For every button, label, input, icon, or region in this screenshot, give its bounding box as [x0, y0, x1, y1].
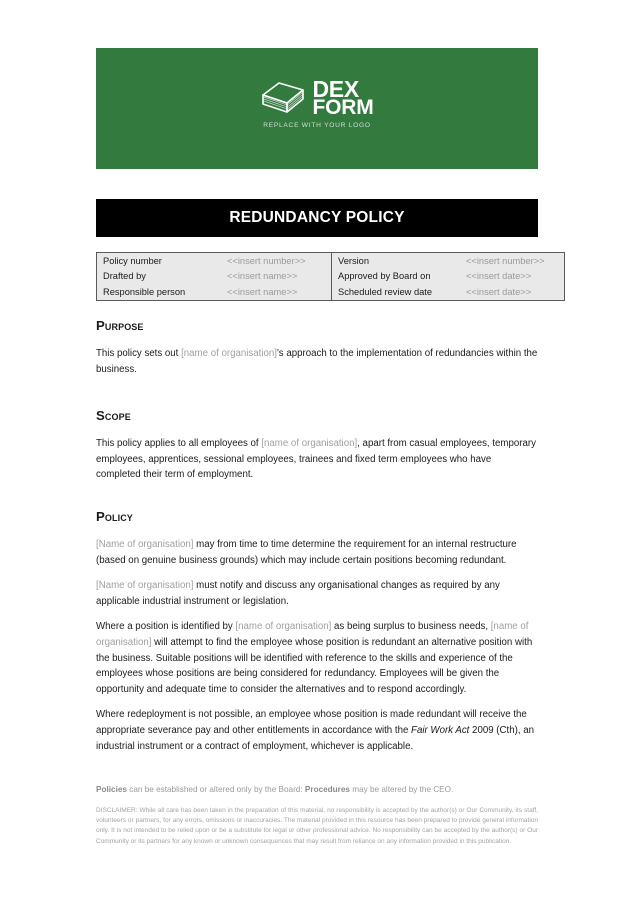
table-row [97, 253, 565, 269]
footer-note-procedures: Procedures [304, 785, 350, 794]
logo-tagline: REPLACE WITH YOUR LOGO [263, 122, 371, 130]
cell-approved-label: Approved by Board on [332, 269, 461, 285]
logo-line-2: FORM [312, 96, 374, 120]
cell-review-date-label: Scheduled review date [332, 284, 461, 300]
policy-p3-placeholder-1: [name of organisation] [235, 621, 332, 633]
logo-banner [96, 48, 538, 169]
cell-policy-number-value: <<insert number>> [227, 255, 306, 266]
policy-p2-placeholder: [Name of organisation] [96, 580, 194, 592]
policy-paragraph-2 [96, 578, 538, 609]
policy-p1-placeholder: [Name of organisation] [96, 539, 194, 550]
table-row [97, 269, 565, 285]
scope-paragraph [96, 436, 538, 483]
table-row [97, 284, 565, 300]
policy-p4-text-b: 2009 (Cth), an industrial instrument or a contract of employment, whichever is applicable. [96, 724, 534, 752]
policy-paragraph-3 [96, 619, 538, 697]
cell-responsible-label: Responsible person [103, 286, 186, 297]
cell-version-value: <<insert number>> [466, 255, 545, 266]
footer-policy-note [96, 784, 538, 796]
cell-approved-value: <<insert date>> [466, 271, 532, 282]
purpose-paragraph [96, 346, 538, 377]
footer-note-policies: Policies [96, 785, 127, 794]
purpose-text-a: This policy sets out [96, 348, 182, 359]
section-policy [96, 509, 538, 754]
footer-note-end: may be altered by the CEO. [349, 785, 454, 794]
policy-p3-text-c: will attempt to find the employee whose position is redundant an alternative position with the business. Suitable positions will be identified with reference to the skills and experience of the employees whose positions are being considered for redundancy. Employees will be given the opportunity and adequate time to consider the alternatives and to respond accordingly. [96, 636, 533, 695]
policy-paragraph-4 [96, 707, 538, 754]
section-purpose [96, 318, 538, 377]
policy-meta-table [96, 252, 565, 301]
document-title-bar [96, 199, 538, 237]
cell-version-label: Version [332, 253, 461, 269]
heading-scope: Scope [96, 408, 131, 423]
logo-row [260, 75, 374, 120]
heading-policy: Policy [96, 509, 133, 524]
purpose-placeholder: [name of organisation] [181, 348, 277, 359]
heading-purpose: Purpose [96, 318, 144, 333]
scope-text-b: , apart from casual employees, temporary employees, apprentices, sessional employees, trainees and fixed term employees who have completed their term of employment. [96, 438, 536, 481]
policy-p1-text: may from time to time determine the requirement for an internal restructure (based on genuine business grounds) which may include certain positions becoming redundant. [96, 539, 517, 566]
scope-placeholder: [name of organisation] [261, 438, 358, 449]
page-title: REDUNDANCY POLICY [229, 209, 405, 226]
policy-p3-text-b: as being surplus to business needs, [331, 621, 491, 633]
logo-lockup [260, 75, 374, 130]
cell-responsible-value: <<insert name>> [227, 286, 298, 297]
cell-policy-number-label: Policy number [103, 255, 162, 266]
policy-p3-placeholder-2: [name of organisation] [96, 621, 529, 648]
footer-note-mid: can be established or altered only by the Board: [126, 785, 305, 794]
logo-line-1: DEX [312, 75, 359, 102]
policy-paragraph-1 [96, 537, 538, 568]
cell-drafted-by-label: Drafted by [103, 271, 146, 282]
cell-drafted-by-value: <<insert name>> [227, 271, 298, 282]
scope-text-a: This policy applies to all employees of [96, 438, 262, 449]
paper-stack-icon [260, 81, 306, 117]
policy-p4-act-name: Fair Work Act [411, 724, 470, 736]
policy-p3-text-a: Where a position is identified by [96, 621, 236, 633]
policy-p4-text-a: Where redeployment is not possible, an employee whose position is made redundant will receive the appropriate severance pay and other entitlements in accordance with the [96, 709, 527, 736]
logo-wordmark [312, 75, 374, 120]
section-scope [96, 408, 538, 483]
purpose-text-b: 's approach to the implementation of redundancies within the business. [96, 348, 538, 375]
footer-disclaimer: DISCLAIMER: While all care has been taken in the preparation of this material, no responsibility is accepted by the author(s) or Our Community, its staff, volunteers or partners, for any errors, omissions or inaccuracies. The material provided in this resource has been prepared to provide general information only. It is not intended to be relied upon or be a substitute for legal or other professional advice. No responsibility can be accepted by the author(s) or Our Community or its partners for any known or unknown consequences that may result from reliance on any information provided in this publication. [96, 807, 538, 845]
policy-p2-text: must notify and discuss any organisational changes as required by any applicable industrial instrument or legislation. [96, 580, 500, 607]
cell-review-date-value: <<insert date>> [466, 286, 532, 297]
